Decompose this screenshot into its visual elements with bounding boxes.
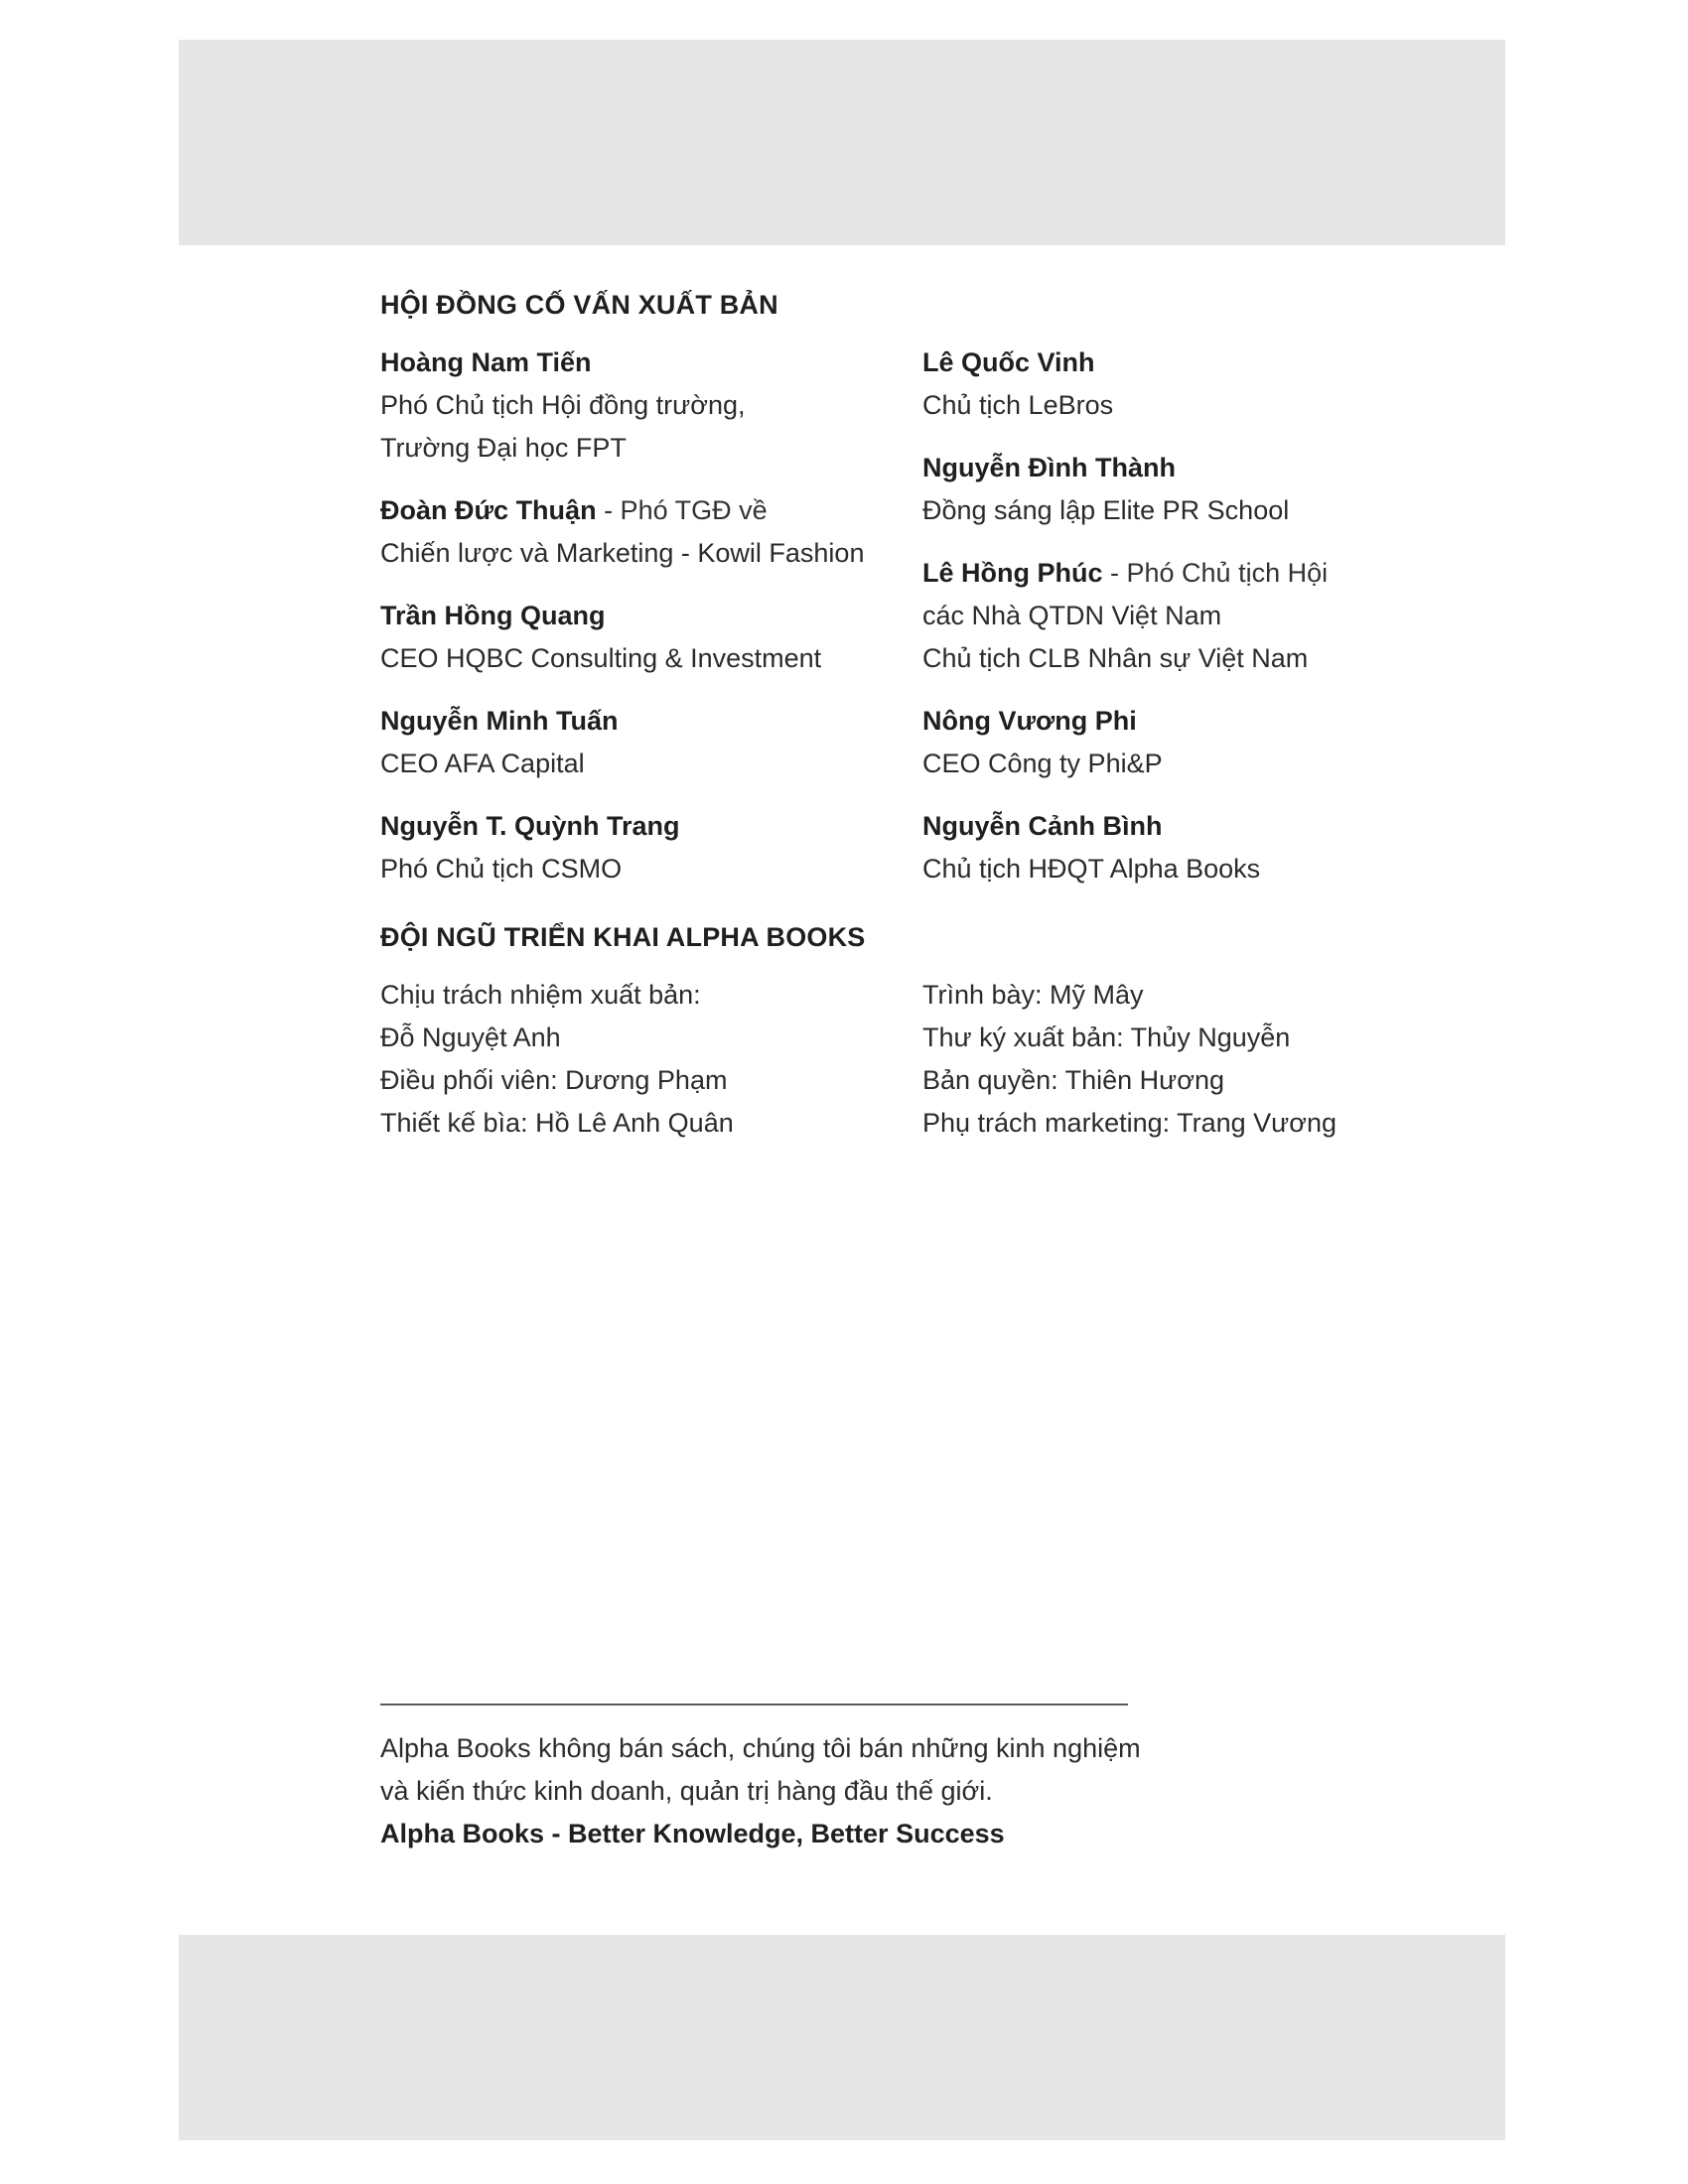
footer-slogan: Alpha Books - Better Knowledge, Better Success <box>380 1819 1005 1848</box>
advisor-entry <box>922 805 1439 890</box>
advisor-entry <box>380 700 897 785</box>
advisor-name: Nguyễn Đình Thành <box>922 453 1176 482</box>
advisor-name: Lê Quốc Vinh <box>922 347 1095 377</box>
footer-text-line: Alpha Books không bán sách, chúng tôi bán những kinh nghiệm <box>380 1733 1141 1763</box>
team-credit-line: Bản quyền: Thiên Hương <box>922 1065 1224 1095</box>
advisor-entry <box>922 341 1439 427</box>
advisor-role: CEO AFA Capital <box>380 749 585 778</box>
advisor-name: Đoàn Đức Thuận <box>380 495 597 525</box>
team-credit-line: Điều phối viên: Dương Phạm <box>380 1065 728 1095</box>
advisor-role: Chủ tịch LeBros <box>922 390 1114 420</box>
advisor-name: Lê Hồng Phúc <box>922 558 1103 588</box>
advisor-role: CEO HQBC Consulting & Investment <box>380 643 822 673</box>
advisor-entry <box>922 700 1439 785</box>
team-left-column <box>380 974 897 1145</box>
team-credit-line: Trình bày: Mỹ Mây <box>922 980 1144 1010</box>
advisor-name: Nguyễn Minh Tuấn <box>380 706 619 736</box>
advisor-role: Đồng sáng lập Elite PR School <box>922 495 1290 525</box>
advisor-role: Chủ tịch CLB Nhân sự Việt Nam <box>922 643 1309 673</box>
advisor-role: Chiến lược và Marketing - Kowil Fashion <box>380 538 865 568</box>
team-right-column <box>922 974 1439 1145</box>
advisory-right-column <box>922 341 1439 910</box>
advisor-role: các Nhà QTDN Việt Nam <box>922 601 1222 630</box>
advisor-role: Chủ tịch HĐQT Alpha Books <box>922 854 1261 884</box>
advisor-name: Nông Vương Phi <box>922 706 1137 736</box>
team-credit-line: Phụ trách marketing: Trang Vương <box>922 1108 1336 1138</box>
advisor-role-inline: - Phó Chủ tịch Hội <box>1102 558 1329 588</box>
top-gray-band <box>179 40 1505 245</box>
team-credit-line: Thiết kế bìa: Hồ Lê Anh Quân <box>380 1108 734 1138</box>
team-credit-line: Đỗ Nguyệt Anh <box>380 1023 561 1052</box>
advisor-role-inline: - Phó TGĐ về <box>596 495 768 525</box>
advisor-role: Phó Chủ tịch CSMO <box>380 854 623 884</box>
advisory-board-heading: HỘI ĐỒNG CỐ VẤN XUẤT BẢN <box>380 290 778 320</box>
advisor-role: CEO Công ty Phi&P <box>922 749 1163 778</box>
advisor-entry <box>380 805 897 890</box>
advisor-role: Phó Chủ tịch Hội đồng trường, <box>380 390 746 420</box>
team-credit-line: Chịu trách nhiệm xuất bản: <box>380 980 701 1010</box>
advisor-entry <box>380 489 897 575</box>
team-credit-line: Thư ký xuất bản: Thủy Nguyễn <box>922 1023 1291 1052</box>
advisor-entry <box>922 447 1439 532</box>
advisor-name: Trần Hồng Quang <box>380 601 606 630</box>
advisor-name: Nguyễn T. Quỳnh Trang <box>380 811 680 841</box>
footer-divider <box>380 1704 1128 1706</box>
advisor-role: Trường Đại học FPT <box>380 433 627 463</box>
team-heading: ĐỘI NGŨ TRIỂN KHAI ALPHA BOOKS <box>380 922 866 952</box>
advisor-entry <box>380 341 897 470</box>
advisor-entry <box>922 552 1439 680</box>
advisor-name: Nguyễn Cảnh Bình <box>922 811 1163 841</box>
advisory-left-column <box>380 341 897 910</box>
advisor-name: Hoàng Nam Tiến <box>380 347 592 377</box>
advisor-entry <box>380 595 897 680</box>
footer-text-line: và kiến thức kinh doanh, quản trị hàng đầu thế giới. <box>380 1776 993 1806</box>
footer-statement <box>380 1727 1175 1855</box>
bottom-gray-band <box>179 1935 1505 2140</box>
